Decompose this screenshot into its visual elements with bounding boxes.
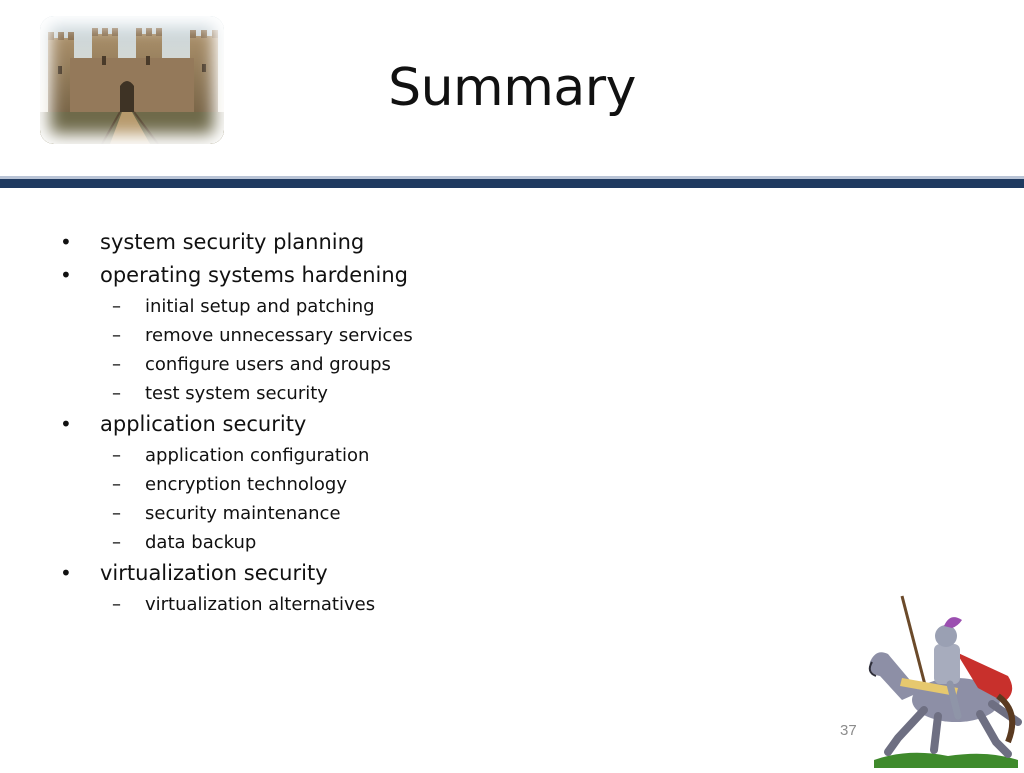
sub-bullet-item	[60, 503, 760, 532]
bullet-marker: •	[60, 230, 72, 254]
dash-marker: –	[112, 325, 121, 346]
sub-bullet-item	[60, 532, 760, 561]
bullet-marker: •	[60, 412, 72, 436]
bullet-text: operating systems hardening	[100, 263, 408, 287]
sub-bullet-text: test system security	[145, 383, 328, 404]
dash-marker: –	[112, 532, 121, 553]
dash-marker: –	[112, 594, 121, 615]
sub-bullet-item	[60, 296, 760, 325]
sub-bullet-text: data backup	[145, 532, 257, 553]
bullet-marker: •	[60, 561, 72, 585]
sub-bullet-text: remove unnecessary services	[145, 325, 413, 346]
dash-marker: –	[112, 296, 121, 317]
dash-marker: –	[112, 445, 121, 466]
sub-bullet-item	[60, 594, 760, 623]
slide-title: Summary	[388, 58, 636, 118]
sub-bullet-text: initial setup and patching	[145, 296, 375, 317]
sub-bullet-item	[60, 474, 760, 503]
bullet-item	[60, 263, 760, 296]
sub-bullet-text: security maintenance	[145, 503, 341, 524]
castle-illustration	[40, 16, 224, 144]
bullet-item	[60, 412, 760, 445]
sub-bullet-text: configure users and groups	[145, 354, 391, 375]
bullet-text: system security planning	[100, 230, 365, 254]
bullet-marker: •	[60, 263, 72, 287]
castle-image	[40, 16, 224, 144]
sub-bullet-item	[60, 445, 760, 474]
dash-marker: –	[112, 474, 121, 495]
bullet-text: virtualization security	[100, 561, 328, 585]
header-divider	[0, 179, 1024, 188]
sub-bullet-item	[60, 354, 760, 383]
sub-bullet-text: virtualization alternatives	[145, 594, 376, 615]
bullet-item	[60, 230, 760, 263]
sub-bullet-item	[60, 383, 760, 412]
dash-marker: –	[112, 503, 121, 524]
sub-bullet-text: encryption technology	[145, 474, 348, 495]
knight-image	[858, 592, 1024, 768]
knight-illustration	[858, 592, 1024, 768]
sub-bullet-item	[60, 325, 760, 354]
page-number: 37	[840, 722, 857, 739]
bullet-item	[60, 561, 760, 594]
sub-bullet-text: application configuration	[145, 445, 370, 466]
dash-marker: –	[112, 354, 121, 375]
dash-marker: –	[112, 383, 121, 404]
bullet-text: application security	[100, 412, 307, 436]
bullet-list	[60, 230, 760, 623]
